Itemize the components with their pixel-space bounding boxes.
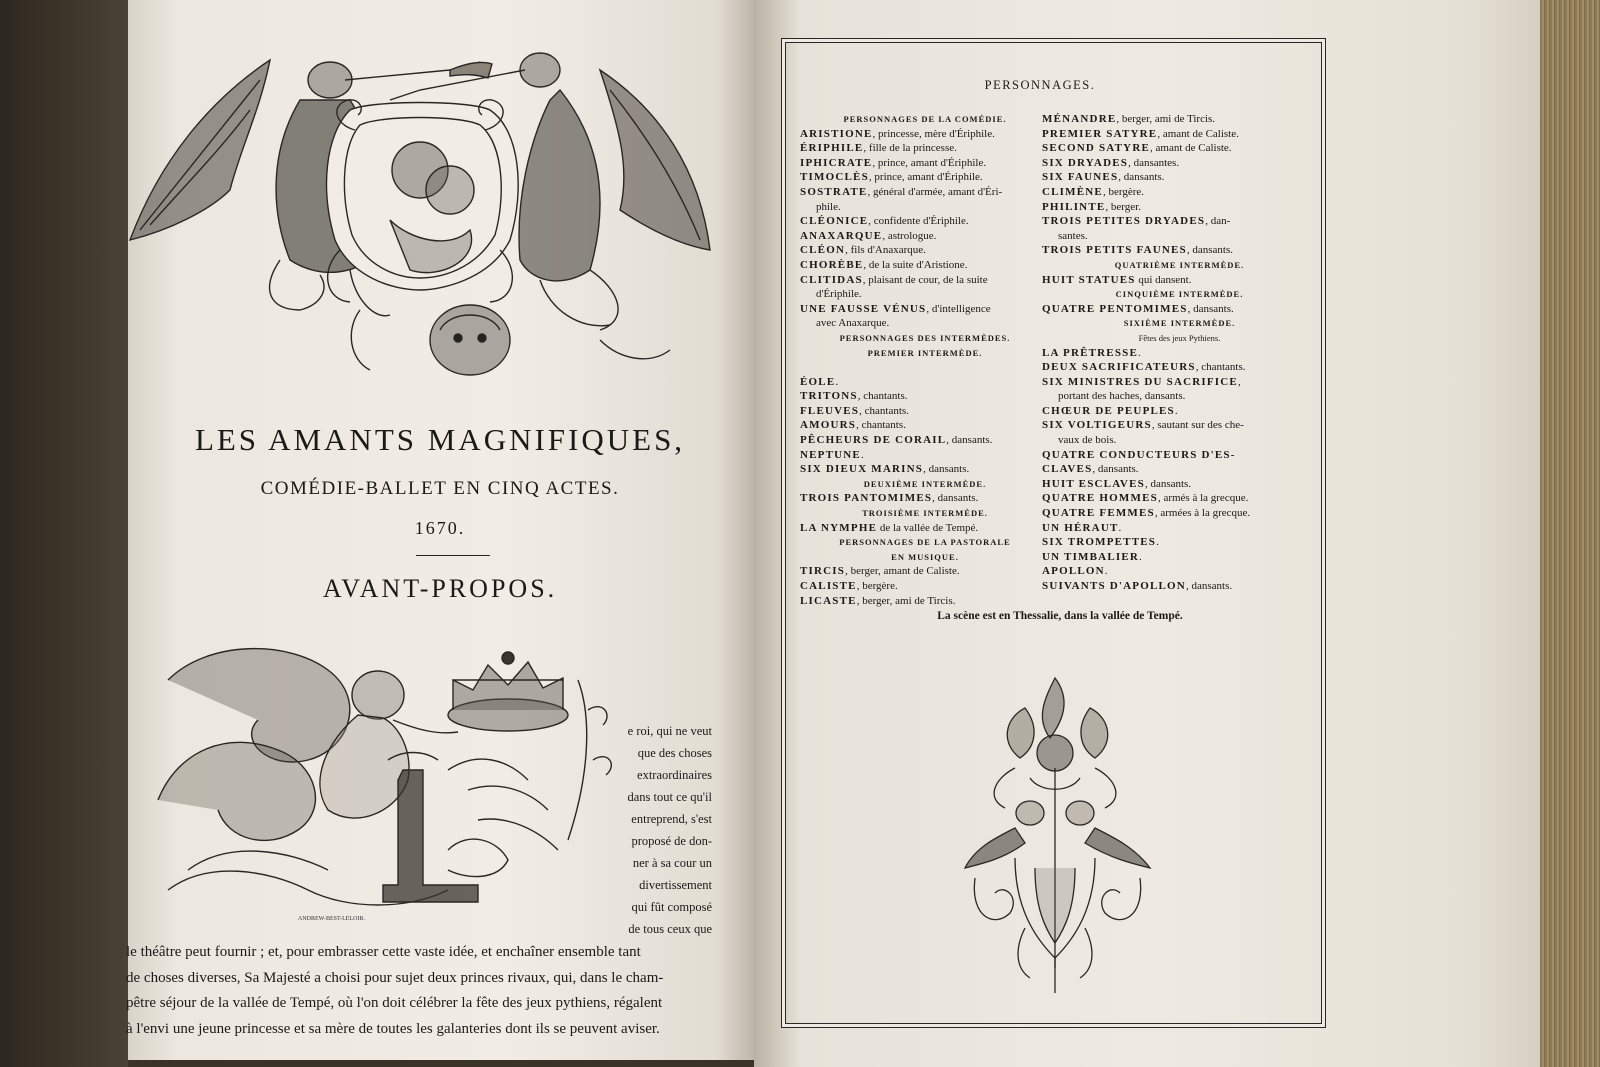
section-heading: SIXIÈME INTERMÈDE. bbox=[1123, 318, 1236, 329]
character-name: CLÉON bbox=[800, 244, 846, 257]
character-description: , chantants. bbox=[857, 390, 908, 403]
character-name: FLEUVES bbox=[800, 404, 860, 417]
character-name: IPHICRATE bbox=[800, 156, 873, 169]
cast-entry bbox=[800, 185, 1050, 200]
cast-continuation: santes. bbox=[1058, 229, 1088, 242]
body-line: pêtre séjour de la vallée de Tempé, où l'on doit célébrer la fête des jeux pythiens, régalent bbox=[126, 995, 663, 1011]
character-name: QUATRE CONDUCTEURS D'ES- bbox=[1042, 448, 1236, 461]
character-name: ÉOLE bbox=[800, 375, 836, 388]
character-description: , berger, amant de Caliste. bbox=[845, 565, 960, 578]
cast-entry bbox=[1042, 564, 1317, 579]
character-description: . bbox=[1118, 521, 1122, 534]
character-description: , général d'armée, amant d'Éri- bbox=[867, 185, 1003, 198]
character-name: SIX DRYADES bbox=[1042, 156, 1129, 169]
character-description: , plaisant de cour, de la suite bbox=[862, 273, 988, 286]
character-name: SIX FAUNES bbox=[1042, 171, 1119, 184]
cast-entry bbox=[1042, 112, 1317, 127]
character-description: , berger, ami de Tircis. bbox=[856, 594, 956, 607]
character-description: , armées à la grecque. bbox=[1154, 507, 1251, 520]
character-description: , d'intelligence bbox=[926, 302, 991, 315]
character-description: , dansants. bbox=[1187, 302, 1234, 315]
cast-entry bbox=[800, 156, 1050, 171]
character-name: QUATRE PENTOMIMES bbox=[1042, 302, 1188, 315]
character-name: QUATRE FEMMES bbox=[1042, 507, 1155, 520]
cast-entry bbox=[1042, 491, 1317, 506]
character-description: , dansants. bbox=[1144, 477, 1192, 490]
character-description: , armés à la grecque. bbox=[1157, 492, 1249, 505]
cast-entry bbox=[800, 229, 1050, 244]
cast-entry bbox=[1042, 127, 1317, 142]
character-name: CALISTE bbox=[800, 580, 857, 592]
cast-entry bbox=[1042, 375, 1317, 390]
character-name: SIX VOLTIGEURS bbox=[1042, 419, 1152, 432]
section-heading: Fêtes des jeux Pythiens. bbox=[1138, 332, 1221, 343]
cast-entry bbox=[1042, 141, 1317, 156]
character-description: . bbox=[1156, 536, 1159, 549]
dropcap-line: entreprend, s'est bbox=[631, 812, 712, 826]
cast-continuation: vaux de bois. bbox=[1058, 434, 1117, 447]
character-name: HUIT STATUES bbox=[1042, 273, 1136, 286]
character-description: , prince, amant d'Ériphile. bbox=[872, 156, 987, 169]
character-name: CLÉONICE bbox=[800, 215, 869, 228]
character-name: UN HÉRAUT bbox=[1042, 521, 1119, 534]
character-description: , amant de Caliste. bbox=[1150, 142, 1232, 155]
cast-entry bbox=[1042, 535, 1317, 550]
body-line: le théâtre peut fournir ; et, pour embrasser cette vaste idée, et enchaîner ensemble tant bbox=[126, 944, 641, 960]
character-name: NEPTUNE bbox=[800, 448, 861, 461]
avant-propos-body bbox=[126, 940, 728, 1042]
character-description: , princesse, mère d'Ériphile. bbox=[872, 127, 995, 140]
section-heading: PERSONNAGES DES INTERMÈDES. bbox=[839, 332, 1011, 343]
cast-entry bbox=[1042, 185, 1317, 200]
character-description: , de la suite d'Aristione. bbox=[863, 258, 968, 271]
character-name: CHŒUR DE PEUPLES bbox=[1042, 404, 1175, 417]
cast-continuation: phile. bbox=[816, 200, 841, 213]
character-name: TIMOCLÈS bbox=[800, 171, 869, 184]
character-description: , chantants. bbox=[859, 404, 909, 417]
character-name: LA NYMPHE bbox=[800, 521, 878, 534]
cast-entry bbox=[1042, 418, 1317, 433]
cast-entry bbox=[800, 594, 1050, 609]
character-description: , bergère. bbox=[856, 580, 898, 592]
character-name: PREMIER SATYRE bbox=[1042, 127, 1158, 140]
cast-entry bbox=[1042, 243, 1317, 258]
character-name: AMOURS bbox=[800, 419, 857, 432]
cast-entry bbox=[800, 404, 1050, 419]
cast-continuation: d'Ériphile. bbox=[816, 288, 862, 301]
character-name: UNE FAUSSE VÉNUS bbox=[800, 302, 927, 315]
cast-entry bbox=[1042, 448, 1317, 463]
character-description: . bbox=[1174, 404, 1178, 417]
cast-entry bbox=[800, 491, 1050, 506]
cast-entry bbox=[800, 214, 1050, 229]
cast-entry bbox=[1042, 346, 1317, 361]
character-description: , dansantes. bbox=[1128, 156, 1180, 169]
cast-entry bbox=[1042, 521, 1317, 536]
character-name: TRITONS bbox=[800, 390, 858, 403]
bouquet-ornament-engraving bbox=[955, 668, 1165, 998]
dropcap-line: de tous ceux que bbox=[628, 922, 712, 936]
character-name: CLIMÈNE bbox=[1042, 185, 1103, 198]
section-heading: DEUXIÈME INTERMÈDE. bbox=[863, 478, 987, 489]
cast-entry bbox=[1042, 200, 1317, 215]
character-description: de la vallée de Tempé. bbox=[877, 521, 979, 534]
section-title: AVANT-PROPOS. bbox=[322, 574, 558, 603]
character-description: , bergère. bbox=[1102, 185, 1144, 198]
character-description: . bbox=[1104, 565, 1108, 578]
character-description: , chantants. bbox=[1195, 361, 1246, 374]
character-description: , dan- bbox=[1205, 215, 1231, 228]
character-description: , fille de la princesse. bbox=[863, 142, 957, 155]
character-name: SIX MINISTRES DU SACRIFICE bbox=[1042, 375, 1238, 388]
cast-entry bbox=[800, 564, 1050, 579]
character-name: ANAXARQUE bbox=[800, 229, 883, 242]
cast-entry bbox=[800, 273, 1050, 288]
cast-entry bbox=[1042, 360, 1317, 375]
character-name: APOLLON bbox=[1042, 565, 1105, 578]
character-description: . bbox=[860, 448, 864, 461]
character-name: PÊCHEURS DE CORAIL bbox=[800, 434, 947, 447]
character-description: . bbox=[1138, 346, 1141, 359]
body-line: de choses diverses, Sa Majesté a choisi pour sujet deux princes rivaux, qui, dans le cham- bbox=[126, 969, 664, 986]
cast-entry bbox=[800, 127, 1050, 142]
cast-entry bbox=[800, 243, 1050, 258]
cast-entry bbox=[1042, 404, 1317, 419]
dropcap-line: extraordinaires bbox=[637, 768, 712, 782]
section-heading: PERSONNAGES DE LA COMÉDIE. bbox=[843, 114, 1007, 124]
character-description: , astrologue. bbox=[882, 229, 937, 242]
cast-entry bbox=[800, 170, 1050, 185]
page-edges bbox=[1540, 0, 1600, 1067]
character-description: . bbox=[835, 375, 839, 388]
cast-entry bbox=[800, 141, 1050, 156]
dropcap-line: proposé de don- bbox=[631, 834, 712, 848]
character-name: LA PRÊTRESSE bbox=[1042, 346, 1139, 359]
cast-entry bbox=[1042, 170, 1317, 185]
cast-entry bbox=[1042, 214, 1317, 229]
body-line: à l'envi une jeune princesse et sa mère de toutes les galanteries dont ils se peuvent aviser. bbox=[126, 1020, 660, 1037]
cast-entry bbox=[800, 433, 1050, 448]
character-description: , chantants. bbox=[856, 419, 906, 432]
character-name: SOSTRATE bbox=[800, 185, 868, 198]
cast-entry bbox=[800, 375, 1050, 390]
character-description: , dansants. bbox=[932, 492, 979, 505]
section-heading: EN MUSIQUE. bbox=[891, 551, 959, 562]
character-name: TROIS PETITS FAUNES bbox=[1042, 244, 1187, 257]
dropcap-line: divertissement bbox=[639, 878, 712, 892]
character-description: , dansants. bbox=[1186, 244, 1233, 257]
character-name: ÉRIPHILE bbox=[800, 142, 864, 155]
character-name: TROIS PANTOMIMES bbox=[800, 492, 933, 505]
scene-setting: La scène est en Thessalie, dans la vallée de Tempé. bbox=[937, 610, 1183, 622]
section-heading: QUATRIÈME INTERMÈDE. bbox=[1114, 259, 1245, 270]
cast-continuation: portant des haches, dansants. bbox=[1058, 390, 1186, 403]
character-name: DEUX SACRIFICATEURS bbox=[1042, 361, 1196, 374]
section-heading: PREMIER INTERMÈDE. bbox=[867, 347, 983, 358]
character-name: SUIVANTS D'APOLLON bbox=[1042, 580, 1186, 592]
character-description: , berger. bbox=[1105, 200, 1141, 213]
character-name: SIX TROMPETTES bbox=[1042, 536, 1157, 549]
character-description: , berger, ami de Tircis. bbox=[1116, 113, 1216, 125]
cast-entry bbox=[800, 389, 1050, 404]
character-name: UN TIMBALIER bbox=[1042, 550, 1140, 563]
character-description: , dansants. bbox=[1092, 463, 1139, 476]
dropcap-column bbox=[618, 720, 712, 940]
cast-list-left bbox=[800, 112, 1050, 608]
section-heading: PERSONNAGES DE LA PASTORALE bbox=[839, 537, 1011, 548]
character-description: . bbox=[1139, 550, 1142, 563]
section-heading: CINQUIÈME INTERMÈDE. bbox=[1115, 289, 1244, 300]
play-subtitle: COMÉDIE-BALLET EN CINQ ACTES. bbox=[260, 478, 620, 499]
dropcap-line: ner à sa cour un bbox=[632, 856, 712, 870]
character-description: , amant de Caliste. bbox=[1157, 127, 1239, 140]
dropcap-line: dans tout ce qu'il bbox=[627, 790, 712, 804]
character-description: , fils d'Anaxarque. bbox=[845, 244, 926, 257]
character-name: QUATRE HOMMES bbox=[1042, 492, 1158, 505]
cast-entry bbox=[1042, 462, 1317, 477]
cast-continuation: avec Anaxarque. bbox=[816, 317, 890, 330]
cast-entry bbox=[1042, 579, 1317, 594]
character-description: , sautant sur des che- bbox=[1151, 419, 1244, 432]
cast-entry bbox=[1042, 550, 1317, 565]
character-name: ARISTIONE bbox=[800, 127, 873, 140]
dropcap-line: e roi, qui ne veut bbox=[627, 724, 712, 738]
angels-cartouche-engraving bbox=[120, 40, 720, 390]
character-description: , bbox=[1237, 375, 1241, 388]
play-year: 1670. bbox=[414, 518, 466, 538]
cast-entry bbox=[800, 521, 1050, 536]
cast-list-right bbox=[1042, 112, 1317, 594]
cast-entry bbox=[800, 258, 1050, 273]
character-description: , dansants. bbox=[1118, 171, 1165, 184]
character-description: , prince, amant d'Ériphile. bbox=[868, 171, 983, 184]
character-name: HUIT ESCLAVES bbox=[1042, 477, 1145, 490]
section-heading: TROISIÈME INTERMÈDE. bbox=[862, 508, 988, 519]
spacer bbox=[800, 360, 1050, 375]
character-name: TIRCIS bbox=[800, 565, 846, 578]
personnages-heading: PERSONNAGES. bbox=[984, 78, 1096, 92]
dropcap-line: que des choses bbox=[637, 746, 712, 760]
title-rule bbox=[416, 555, 490, 556]
character-description: , confidente d'Ériphile. bbox=[868, 215, 969, 228]
character-description: , dansants. bbox=[923, 463, 970, 476]
book-cover-edge bbox=[0, 0, 128, 1067]
character-name: PHILINTE bbox=[1042, 200, 1106, 213]
character-description: qui dansent. bbox=[1135, 273, 1192, 286]
cherub-crown-dropcap-engraving bbox=[148, 640, 618, 930]
play-title: LES AMANTS MAGNIFIQUES, bbox=[194, 422, 686, 457]
cast-entry bbox=[1042, 477, 1317, 492]
character-name: CLAVES bbox=[1042, 463, 1093, 476]
character-description: , dansants. bbox=[946, 434, 993, 447]
cast-entry bbox=[800, 418, 1050, 433]
character-name: CLITIDAS bbox=[800, 273, 863, 286]
character-name: CHORÈBE bbox=[800, 258, 864, 271]
cast-entry bbox=[1042, 156, 1317, 171]
character-name: SIX DIEUX MARINS bbox=[800, 463, 924, 476]
cast-entry bbox=[800, 448, 1050, 463]
cast-entry bbox=[800, 302, 1050, 317]
engraver-signature: ANDREW-BEST-LELOIR. bbox=[298, 916, 365, 922]
cast-entry bbox=[800, 579, 1050, 594]
character-name: TROIS PETITES DRYADES bbox=[1042, 215, 1206, 228]
cast-entry bbox=[800, 462, 1050, 477]
character-description: , dansants. bbox=[1185, 580, 1233, 592]
cast-entry bbox=[1042, 273, 1317, 288]
character-name: LICASTE bbox=[800, 594, 857, 607]
cast-entry bbox=[1042, 506, 1317, 521]
character-name: SECOND SATYRE bbox=[1042, 142, 1150, 155]
cast-entry bbox=[1042, 302, 1317, 317]
dropcap-line: qui fût composé bbox=[631, 900, 712, 914]
character-name: MÉNANDRE bbox=[1042, 113, 1117, 125]
